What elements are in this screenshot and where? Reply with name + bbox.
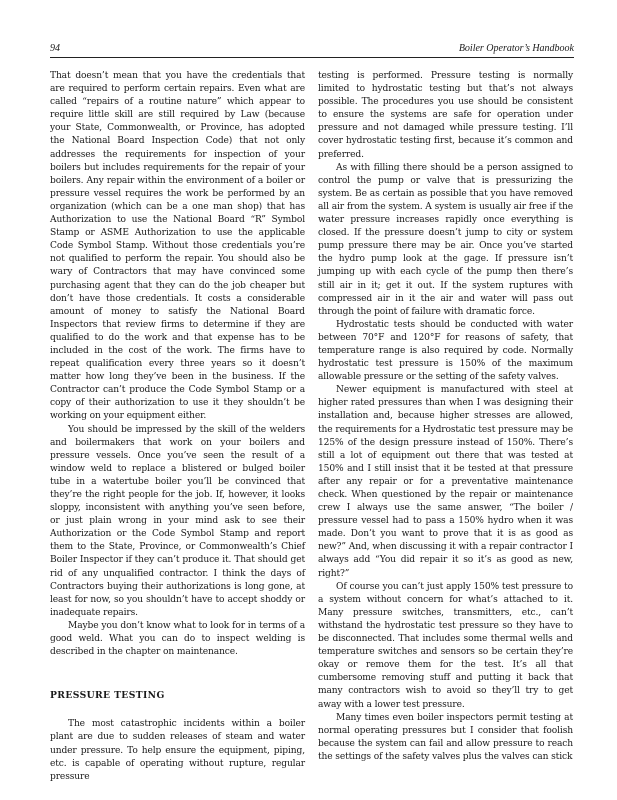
paragraph: testing is performed. Pressure testing is normally limited to hydrostatic testing but that’s not always possible. The procedures you use should be consistent to ensure the systems are safe for operation under pressure and not damaged while pressure testing. I’ll cover hydrostatic testing first, because it’s common and preferred.: [318, 71, 573, 160]
running-title: Boiler Operator’s Handbook: [458, 43, 574, 54]
paragraph: Newer equipment is manufactured with steel at higher rated pressures than when I was designing their installation and, because higher stresses are allowed, the requirements for a Hydrostatic test pressure may be 125% of the design pressure instead of 150%. There’s still a lot of equipment out there that was tested at 150% and I still insist that it be tested at that pressure after any repair or for a preventative maintenance check. When questioned by the repair or maintenance crew I always use the same answer, “The boiler / pressure vessel had to pass a 150% hydro when it was made. Don’t you want to prove that it is as good as new?” And, when discussing it with a repair contractor I always add “You did repair it so it’s as good as new, right?”: [318, 385, 573, 579]
page-number: 94: [50, 43, 60, 54]
paragraph: Of course you can’t just apply 150% test pressure to a system without concern for what’s attached to it. Many pressure switches, transmitters, etc., can’t withstand the hydrostatic test pressure so they have to be disconnected. That includes some thermal wells and temperature switches and sensors so be certain they’re okay or remove them for the test. It’s all that cumbersome removing stuff and putting it back that many contractors wish to avoid so they’ll try to get away with a lower test pressure.: [318, 581, 573, 710]
right-column: [318, 70, 573, 764]
paragraph: Hydrostatic tests should be conducted with water between 70°F and 120°F for reasons of safety, that temperature range is also required by code. Normally hydrostatic test pressure is 150% of the maximum allowable pressure or the setting of the safety valves.: [318, 319, 573, 383]
section-heading: PRESSURE TESTING: [50, 690, 165, 702]
paragraph: As with filling there should be a person assigned to control the pump or valve that is pressurizing the system. Be as certain as possible that you have removed all air from the system. A system is usually air free if the water pressure increases rapidly once everything is closed. If the pressure doesn’t jump to city or system pump pressure there may be air. Once you’ve started the hydro pump look at the gage. If pressure isn’t jumping up with each cycle of the pump then there’s still air in it; get it out. If the system ruptures with compressed air in it the air and water will pass out through the point of failure with dramatic force.: [318, 162, 573, 317]
paragraph: That doesn’t mean that you have the credentials that are required to perform certain repairs. Even what are called “repairs of a routine nature” which appear to require little skill are still required by Law (because your State, Commonwealth, or Province, has adopted the National Board Inspection Code) that not only addresses the requirements for inspection of your boilers but includes requirements for the repair of your boilers. Any repair within the environment of a boiler or pressure vessel requires the work be performed by an organization (which can be a one man shop) that has Authorization to use the National Board “R” Symbol Stamp or ASME Authorization to use the applicable Code Symbol Stamp. Without those credentials you’re not qualified to perform the repair. You should also be wary of Contractors that may have convinced some purchasing agent that they can do the job cheaper but don’t have those credentials. It costs a considerable amount of money to satisfy the National Board Inspectors that review firms to determine if they are qualified to do the work and that expense has to be included in the cost of the work. The firms have to repeat qualification every three years so it doesn’t matter how long they’ve been in the business. If the Contractor can’t produce the Code Symbol Stamp or a copy of their authorization to use it they shouldn’t be working on your equipment either.: [50, 71, 305, 422]
left-column: [50, 70, 305, 784]
paragraph: You should be impressed by the skill of the welders and boilermakers that work on your boilers and pressure vessels. Once you’ve seen the result of a window weld to replace a blistered or bulged boiler tube in a watertube boiler you’ll be convinced that they’re the right people for the job. If, however, it looks sloppy, inconsistent with anything you’ve seen before, or just plain wrong in your mind ask to see their Authorization or the Code Symbol Stamp and report them to the State, Province, or Commonwealth’s Chief Boiler Inspector if they can’t produce it. That should get rid of any unqualified contractor. I think the days of Contractors buying their authorizations is long gone, at least for now, so you shouldn’t have to accept shoddy or inadequate repairs.: [50, 424, 305, 618]
paragraph: Maybe you don’t know what to look for in terms of a good weld. What you can do to inspect welding is described in the chapter on maintenance.: [50, 620, 305, 658]
paragraph: Many times even boiler inspectors permit testing at normal operating pressures but I consider that foolish because the system can fail and allow pressure to reach the settings of the safety valves plus the valves can stick: [318, 712, 573, 762]
paragraph: The most catastrophic incidents within a boiler plant are due to sudden releases of steam and water under pressure. To help ensure the equipment, piping, etc. is capable of operating without rupture, regular pressure: [50, 719, 305, 782]
running-header: [50, 43, 574, 58]
